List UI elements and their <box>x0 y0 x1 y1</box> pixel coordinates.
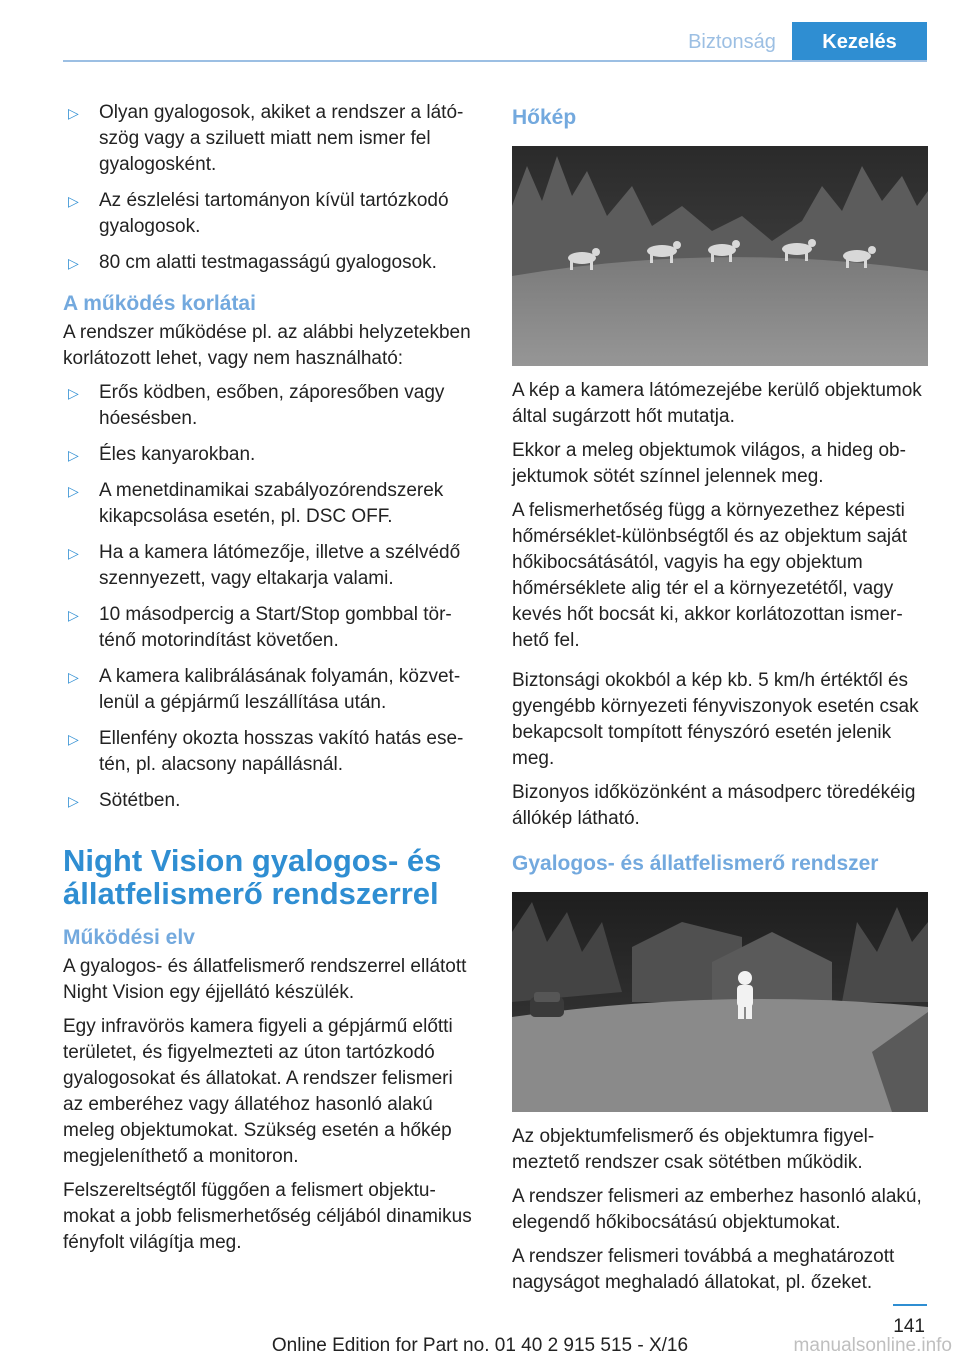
list-item: ▷ 10 másodpercig a Start/Stop gombbal történő motorindítást követően. <box>68 604 452 651</box>
list-item: ▷ A menetdinamikai szabályozórendszerek kikapcsolása esetén, pl. DSC OFF. <box>68 480 444 527</box>
heat-paragraph: Bizonyos időközönként a másodperc töredékéig állókép látható. <box>512 782 916 829</box>
heat-paragraph: A kép a kamera látómezejébe kerülő objektumok által sugárzott hőt mutatja. <box>512 380 922 427</box>
list-item: ▷ Olyan gyalogosok, akiket a rendszer a látószög vagy a sziluett miatt nem ismer fel gyalogosként. <box>68 102 464 175</box>
watermark[interactable]: manualsonline.info <box>793 1335 952 1356</box>
triangle-right-outline-icon: ▷ <box>68 607 79 623</box>
header-rule <box>63 60 927 62</box>
triangle-right-outline-icon: ▷ <box>68 545 79 561</box>
limits-list <box>63 380 478 814</box>
detection-heading: Gyalogos- és állatfelismerő rendszer <box>512 852 879 875</box>
header-tabs <box>672 22 927 62</box>
footer-edition: Online Edition for Part no. 01 40 2 915 515 - X/16 <box>271 1335 689 1356</box>
thermal-pedestrian-image <box>512 892 928 1112</box>
triangle-right-outline-icon: ▷ <box>68 793 79 809</box>
tab-kezeles[interactable]: Kezelés <box>792 22 927 62</box>
list-item: ▷ Sötétben. <box>63 788 478 814</box>
principle-paragraph: Egy infravörös kamera figyeli a gépjármű előtti területet, és figyelmezteti az úton tartózkodó gyalogosokat és állatokat. A rendszer felismeri az emberéhez vagy állatéhoz hasonló alakú meleg objektumokat. Szükség esetén a hőkép megjeleníthető a monitoron. <box>63 1016 453 1167</box>
list-item: ▷ 80 cm alatti testmagasságú gyalogosok. <box>63 250 478 276</box>
detection-paragraph: Az objektumfelismerő és objektumra figyelmeztető rendszer csak sötétben működik. <box>512 1126 875 1173</box>
list-item: ▷ Ellenfény okozta hosszas vakító hatás esetén, pl. alacsony napállásnál. <box>68 728 464 775</box>
triangle-right-outline-icon: ▷ <box>68 483 79 499</box>
triangle-right-outline-icon: ▷ <box>68 447 79 463</box>
tab-biztonsag[interactable]: Biztonság <box>688 31 776 53</box>
limits-intro: A rendszer működése pl. az alábbi helyzetekben korlátozott lehet, vagy nem használható: <box>63 322 471 369</box>
thermal-animals-image <box>512 146 928 366</box>
triangle-right-outline-icon: ▷ <box>68 255 79 271</box>
principle-paragraph: Felszereltségtől függően a felismert objektumokat a jobb felismerhetőség céljából dinamikus fényfolt világítja meg. <box>63 1180 472 1253</box>
triangle-right-outline-icon: ▷ <box>68 105 79 121</box>
list-item: ▷ Az észlelési tartományon kívül tartózkodó gyalogosok. <box>68 190 449 237</box>
list-item: ▷ Éles kanyarokban. <box>63 442 478 468</box>
heat-paragraph: A felismerhetőség függ a környezethez képesti hőmérséklet-különbségtől és az objektum saját hőkibocsátásától, vagyis ha egy objektum hőmérséklete alig tér el a környezetétől, vagy kevés hőt bocsát ki, akkor korlátozottan ismerhető fel. <box>512 500 907 651</box>
triangle-right-outline-icon: ▷ <box>68 669 79 685</box>
limitations-list-top <box>63 100 478 276</box>
right-column <box>512 100 930 1304</box>
heat-image-heading: Hőkép <box>512 106 577 129</box>
triangle-right-outline-icon: ▷ <box>68 193 79 209</box>
list-item: ▷ A kamera kalibrálásának folyamán, közvetlenül a gépjármű leszállítása után. <box>68 666 461 713</box>
triangle-right-outline-icon: ▷ <box>68 731 79 747</box>
list-item: ▷ Ha a kamera látómezője, illetve a szélvédő szennyezett, vagy eltakarja valami. <box>68 542 461 589</box>
heat-paragraph: Ekkor a meleg objektumok világos, a hideg objektumok sötét színnel jelennek meg. <box>512 440 906 487</box>
list-item: ▷ Erős ködben, esőben, záporesőben vagy hóesésben. <box>68 382 445 429</box>
principle-heading: Működési elv <box>63 926 195 949</box>
principle-paragraph: A gyalogos- és állatfelismerő rendszerrel ellátott Night Vision egy éjjellátó készülék. <box>63 956 467 1003</box>
triangle-right-outline-icon: ▷ <box>68 385 79 401</box>
heat-paragraph: Biztonsági okokból a kép kb. 5 km/h értéktől és gyengébb környezeti fényviszonyok esetén csak bekapcsolt tompított fényszóró esetén jelenik meg. <box>512 670 919 769</box>
detection-paragraph: A rendszer felismeri továbbá a meghatározott nagyságot meghaladó állatokat, pl. őzeket. <box>512 1246 895 1293</box>
left-column <box>63 100 478 1264</box>
page-number: 141 <box>893 1316 925 1337</box>
section-title: Night Vision gyalogos- és állatfelismerő rendszerrel <box>63 843 442 911</box>
detection-paragraph: A rendszer felismeri az emberhez hasonló alakú, elegendő hőkibocsátású objektumokat. <box>512 1186 922 1233</box>
limits-heading: A működés korlátai <box>63 292 256 315</box>
footer-rule <box>893 1304 927 1306</box>
